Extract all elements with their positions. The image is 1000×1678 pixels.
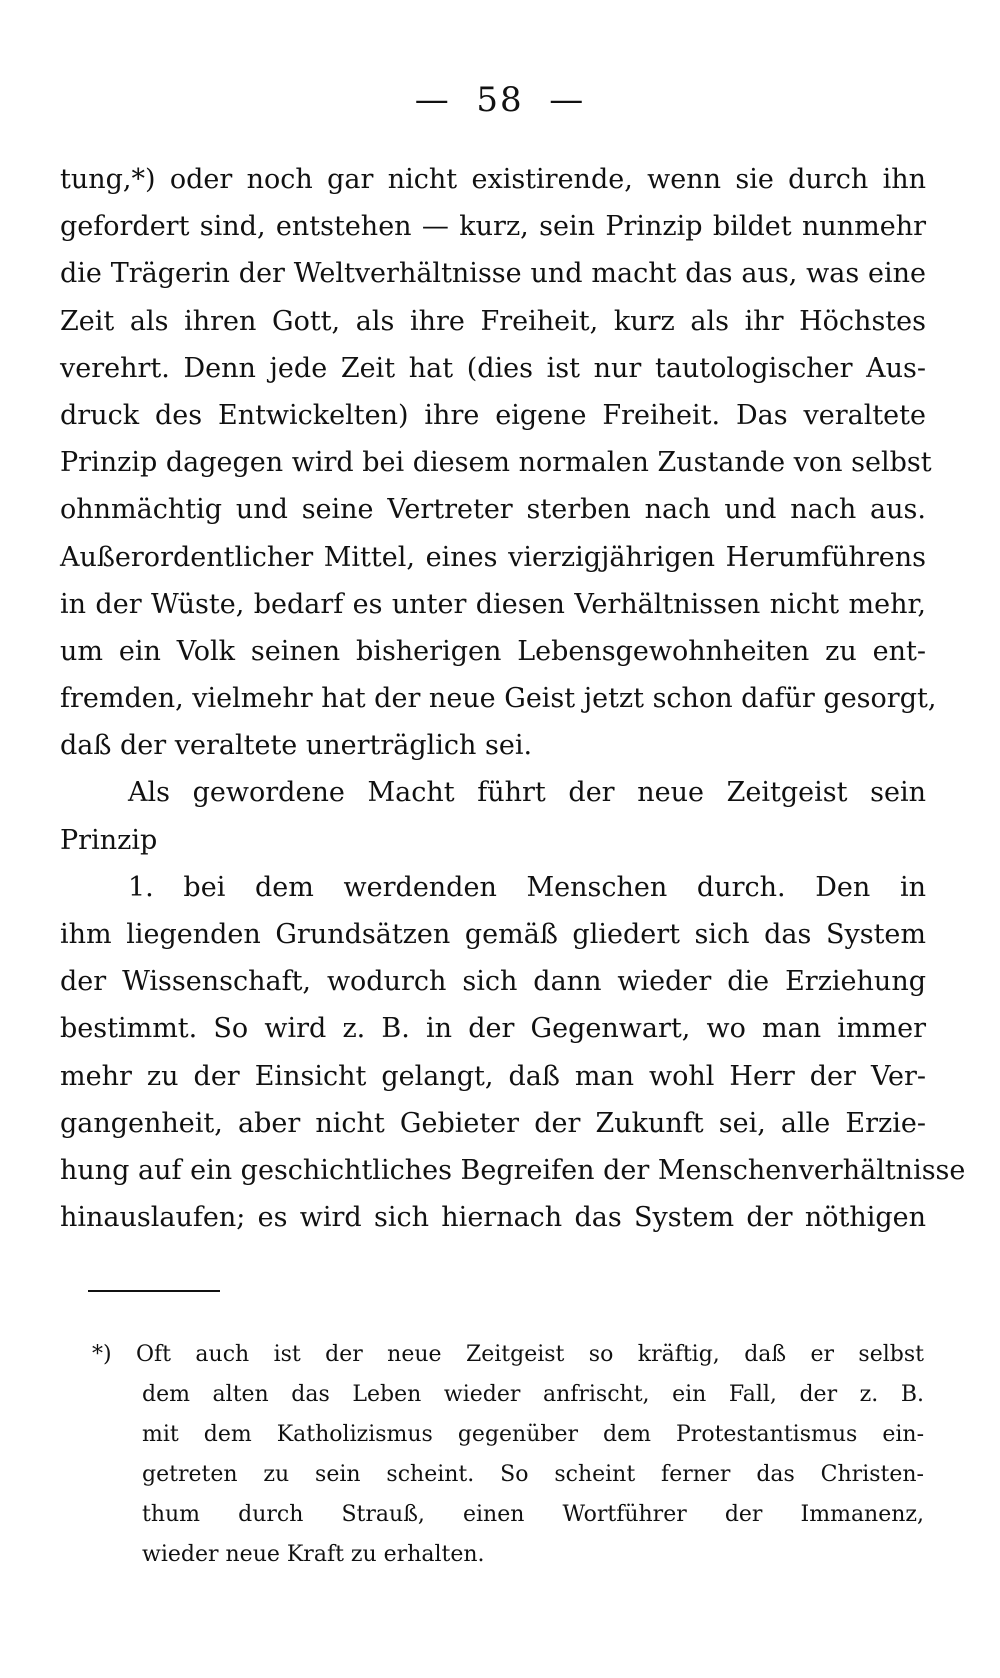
text-line: ihm liegenden Grundsätzen gemäß gliedert sich das System (60, 919, 926, 950)
text-line: druck des Entwickelten) ihre eigene Freiheit. Das veraltete (60, 399, 926, 431)
footnote-line: getreten zu sein scheint. So scheint ferner das Christen- (142, 1462, 924, 1487)
text-line: gangenheit, aber nicht Gebieter der Zukunft sei, alle Erzie- (60, 1107, 926, 1139)
footnote-line: *) Oft auch ist der neue Zeitgeist so kräftig, daß er selbst (92, 1342, 924, 1367)
footnote-line: mit dem Katholizismus gegenüber dem Protestantismus ein- (142, 1422, 924, 1447)
text-line: 1. bei dem werdenden Menschen durch. Den in (128, 871, 926, 903)
text-line: hung auf ein geschichtliches Begreifen der Menschenverhältnisse (60, 1154, 966, 1186)
text-line: Zeit als ihren Gott, als ihre Freiheit, kurz als ihr Höchstes (60, 305, 926, 337)
text-line: Prinzip dagegen wird bei diesem normalen Zustande von selbst (60, 447, 932, 479)
footnote-line: dem alten das Leben wieder anfrischt, ein Fall, der z. B. (142, 1382, 924, 1407)
text-line: mehr zu der Einsicht gelangt, daß man wohl Herr der Ver- (60, 1060, 926, 1092)
text-line: Als gewordene Macht führt der neue Zeitgeist sein (128, 777, 926, 809)
text-line: die Trägerin der Weltverhältnisse und macht das aus, was eine (60, 258, 926, 290)
text-line: fremden, vielmehr hat der neue Geist jetzt schon dafür gesorgt, (60, 683, 937, 715)
text-line: verehrt. Denn jede Zeit hat (dies ist nur tautologischer Aus- (60, 352, 926, 384)
footnote (92, 1335, 924, 1575)
main-text (60, 156, 966, 1241)
text-line: hinauslaufen; es wird sich hiernach das System der nöthigen (60, 1202, 926, 1234)
text-line: Außerordentlicher Mittel, eines vierzigjährigen Herumführens (60, 541, 926, 573)
footnote-divider (88, 1290, 220, 1292)
text-line: um ein Volk seinen bisherigen Lebensgewohnheiten zu ent- (60, 635, 926, 667)
text-line: in der Wüste, bedarf es unter diesen Verhältnissen nicht mehr, (60, 588, 926, 620)
text-line: daß der veraltete unerträglich sei. (60, 730, 533, 762)
text-line: gefordert sind, entstehen — kurz, sein Prinzip bildet nunmehr (60, 211, 926, 243)
footnote-line: wieder neue Kraft zu erhalten. (142, 1542, 485, 1567)
footnote-line: thum durch Strauß, einen Wortführer der Immanenz, (142, 1502, 924, 1527)
text-line: Prinzip (60, 824, 158, 856)
page-number: — 58 — (414, 80, 586, 120)
text-line: tung,*) oder noch gar nicht existirende, wenn sie durch ihn (60, 164, 926, 195)
text-line: bestimmt. So wird z. B. in der Gegenwart, wo man immer (60, 1013, 926, 1045)
text-line: ohnmächtig und seine Vertreter sterben nach und nach aus. (60, 494, 926, 526)
text-line: der Wissenschaft, wodurch sich dann wieder die Erziehung (60, 966, 926, 998)
